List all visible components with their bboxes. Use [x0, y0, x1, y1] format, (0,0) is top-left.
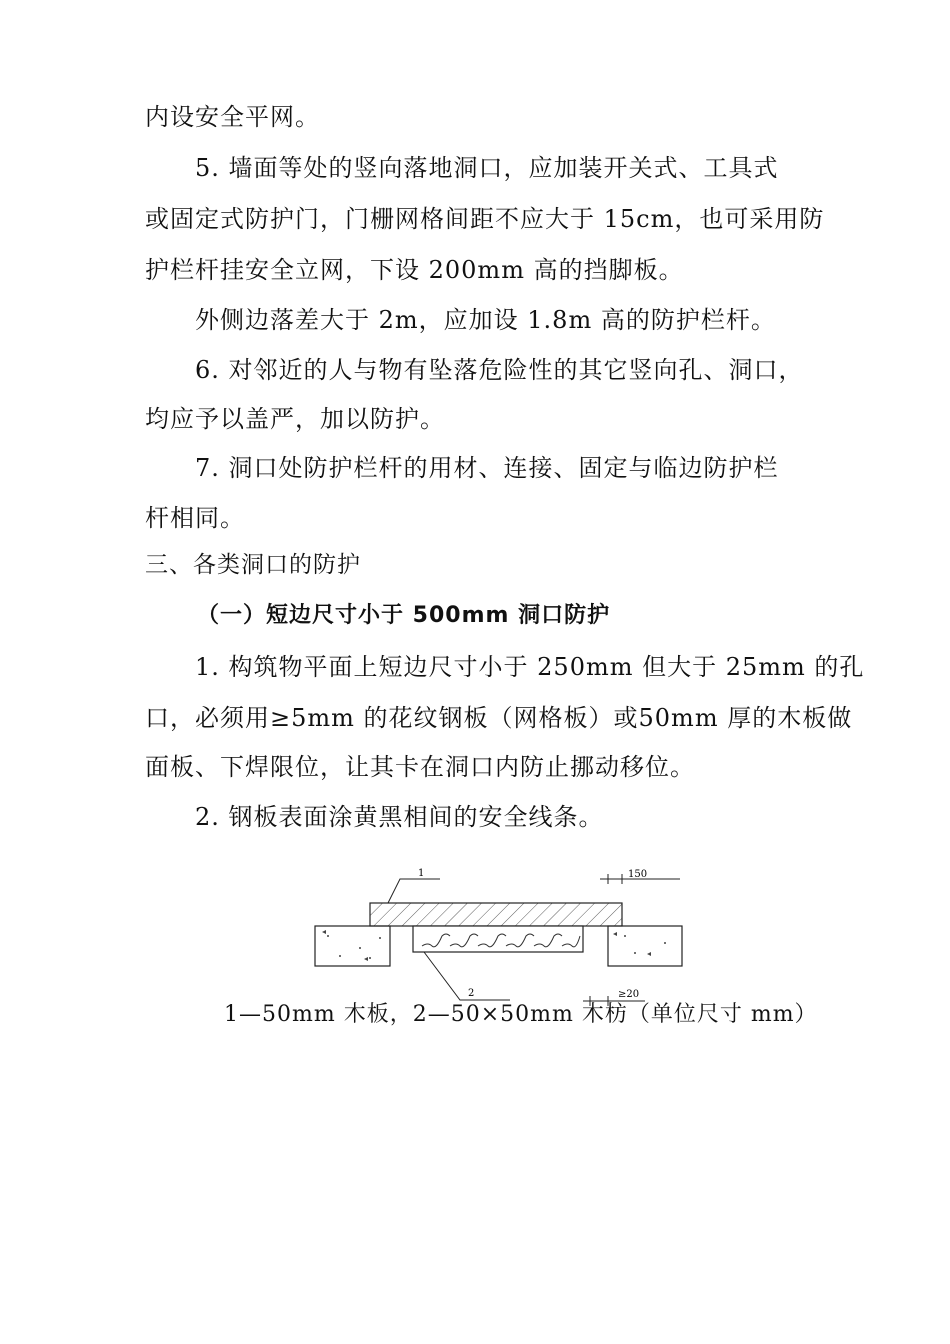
leader-line-1 [388, 879, 440, 903]
figure-caption: 1—50mm 木板，2—50×50mm 木枋（单位尺寸 mm） [224, 1002, 818, 1027]
section-heading: 三、各类洞口的防护 [145, 552, 361, 578]
subsection-heading: （一）短边尺寸小于 500mm 洞口防护 [197, 603, 611, 628]
paragraph-line: 外侧边落差大于 2m，应加设 1.8m 高的防护栏杆。 [195, 306, 776, 334]
paragraph-line: 杆相同。 [145, 504, 245, 532]
paragraph-line: 或固定式防护门，门栅网格间距不应大于 15cm，也可采用防 [145, 205, 825, 233]
paragraph-line: 6. 对邻近的人与物有坠落危险性的其它竖向孔、洞口， [195, 356, 804, 384]
timber-battens [413, 926, 583, 952]
hole-cover-diagram [300, 858, 700, 1008]
wood-plank [370, 903, 622, 926]
paragraph-line: 1. 构筑物平面上短边尺寸小于 250mm 但大于 25mm 的孔 [195, 653, 865, 681]
paragraph-line: 2. 钢板表面涂黄黑相间的安全线条。 [195, 803, 604, 831]
paragraph-line: 5. 墙面等处的竖向落地洞口，应加装开关式、工具式 [195, 154, 779, 182]
left-wall-block [315, 926, 390, 966]
paragraph-line: 护栏杆挂安全立网，下设 200mm 高的挡脚板。 [145, 256, 684, 284]
paragraph-line: 均应予以盖严，加以防护。 [145, 405, 445, 433]
paragraph-line: 内设安全平网。 [145, 103, 320, 131]
paragraph-line: 口，必须用≥5mm 的花纹钢板（网格板）或50mm 厚的木板做 [145, 704, 853, 732]
leader-line-2 [424, 952, 510, 1000]
right-wall-block [608, 926, 682, 966]
label-2: 2 [468, 988, 475, 999]
label-1: 1 [418, 868, 425, 879]
paragraph-line: 面板、下焊限位，让其卡在洞口内防止挪动移位。 [145, 753, 695, 781]
dimension-label-bottom: ≥20 [618, 989, 640, 1000]
paragraph-line: 7. 洞口处防护栏杆的用材、连接、固定与临边防护栏 [195, 454, 779, 482]
dimension-label-top: 150 [628, 869, 648, 880]
